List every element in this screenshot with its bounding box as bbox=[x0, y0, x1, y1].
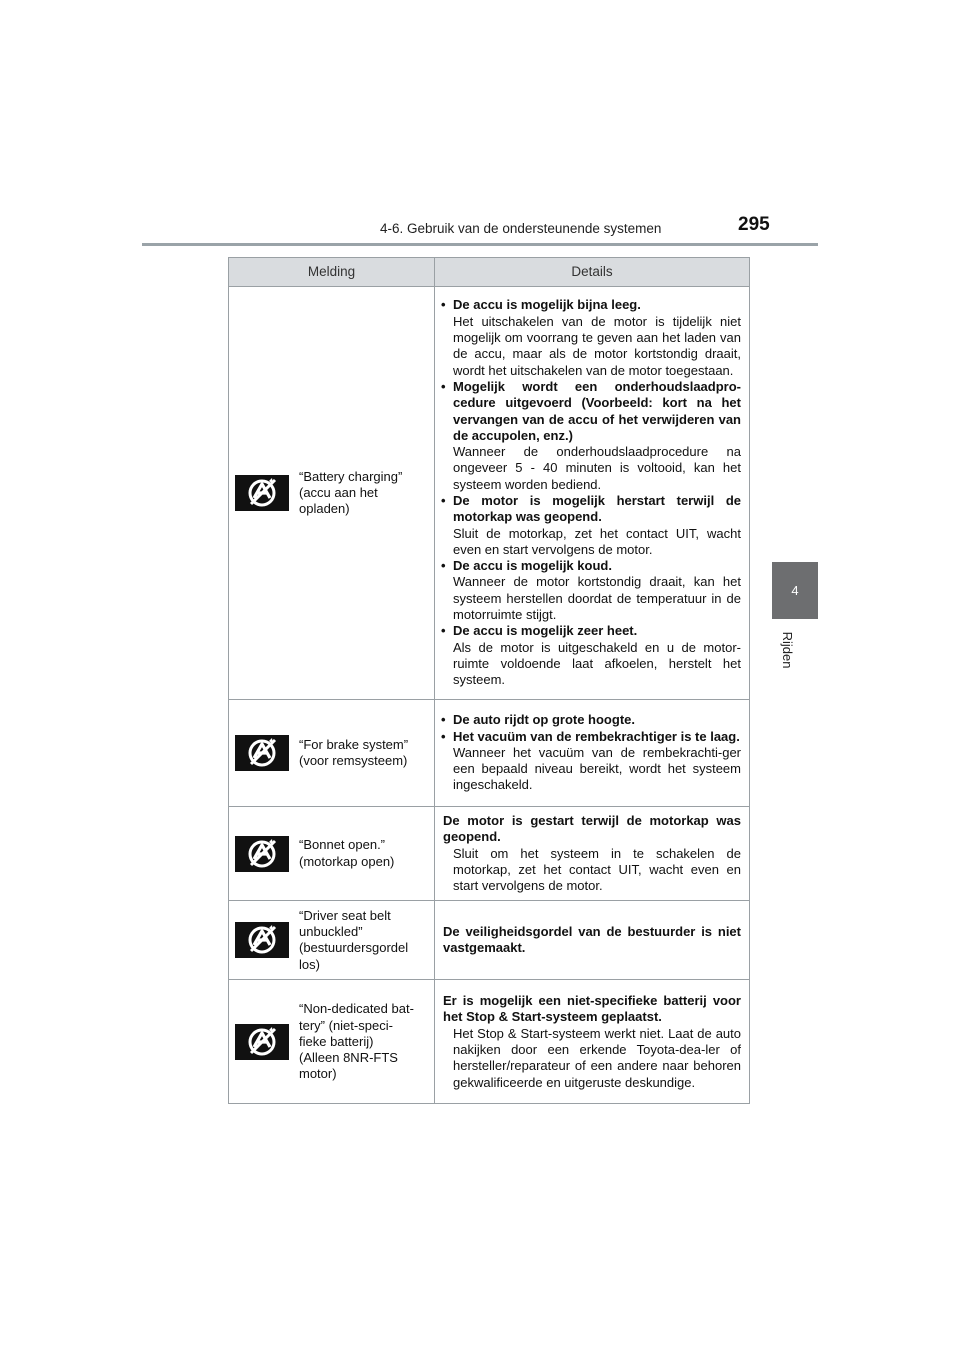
detail-heading: Er is mogelijk een niet-specifieke batterij voor het Stop & Start-systeem geplaatst. bbox=[443, 993, 741, 1025]
chapter-number: 4 bbox=[791, 583, 799, 598]
melding-line: “For brake system” bbox=[299, 736, 409, 752]
detail-item bbox=[453, 558, 741, 623]
detail-heading: • Mogelijk wordt een onderhoudslaadpro-cedure uitgevoerd (Voorbeeld: kort na het vervangen van de accu of het verwijderen van de accupolen, enz.) bbox=[453, 378, 741, 443]
melding-cell bbox=[229, 901, 435, 980]
message-table bbox=[228, 257, 750, 1104]
stop-start-off-icon bbox=[235, 475, 289, 511]
melding-line: fieke batterij) bbox=[299, 1033, 374, 1049]
detail-heading: De veiligheidsgordel van de bestuurder is niet vastgemaakt. bbox=[443, 924, 741, 956]
melding-line: “Battery charging” bbox=[299, 468, 403, 484]
chapter-tab[interactable] bbox=[772, 562, 818, 619]
melding-text bbox=[299, 1001, 414, 1082]
melding-text bbox=[299, 908, 408, 973]
detail-item bbox=[453, 729, 741, 794]
detail-item bbox=[453, 712, 741, 728]
stop-start-off-icon-graphic bbox=[239, 737, 285, 769]
detail-text: Het uitschakelen van de motor is tijdelijk niet mogelijk om voorrang te geven aan het laden van de accu, maar als de motor kortstondig draait, wordt het uitschakelen van de motor toegestaan. bbox=[453, 313, 741, 378]
column-header-melding: Melding bbox=[229, 258, 435, 287]
detail-list bbox=[453, 297, 741, 688]
detail-text: Sluit om het systeem in te schakelen de motorkap, zet het contact UIT, wacht even en start vervolgens de motor. bbox=[453, 845, 741, 894]
melding-line: “Bonnet open.” bbox=[299, 837, 386, 853]
details-cell bbox=[435, 901, 750, 980]
melding-line: (bestuurdersgordel bbox=[299, 940, 409, 956]
melding-cell bbox=[229, 700, 435, 807]
melding-line: los) bbox=[299, 956, 320, 972]
melding-line: (voor remsysteem) bbox=[299, 753, 408, 768]
table-header-row bbox=[229, 258, 750, 287]
stop-start-off-icon bbox=[235, 735, 289, 771]
detail-heading: • De accu is mogelijk zeer heet. bbox=[453, 623, 638, 639]
stop-start-off-icon bbox=[235, 1024, 289, 1060]
detail-heading: De motor is gestart terwijl de motorkap was geopend. bbox=[443, 813, 741, 845]
table-row bbox=[229, 287, 750, 700]
chapter-label: Rijden bbox=[780, 631, 795, 669]
detail-list bbox=[453, 712, 741, 793]
stop-start-off-icon-graphic bbox=[239, 1026, 285, 1058]
table-row bbox=[229, 807, 750, 901]
melding-cell bbox=[229, 287, 435, 700]
table-row bbox=[229, 700, 750, 807]
melding-line: (motorkap open) bbox=[299, 853, 395, 869]
detail-heading: • De auto rijdt op grote hoogte. bbox=[453, 712, 635, 728]
melding-line: “Driver seat belt bbox=[299, 907, 391, 923]
melding-line: opladen) bbox=[299, 501, 350, 517]
stop-start-off-icon-graphic bbox=[239, 924, 285, 956]
detail-heading: • De accu is mogelijk bijna leeg. bbox=[453, 297, 641, 313]
melding-line: (Alleen 8NR-FTS bbox=[299, 1050, 398, 1066]
detail-item bbox=[453, 379, 741, 493]
detail-text: Wanneer de motor kortstondig draait, kan het systeem herstellen doordat de temperatuur in de motorruimte stijgt. bbox=[453, 574, 741, 623]
detail-heading: • De accu is mogelijk koud. bbox=[453, 558, 612, 574]
stop-start-off-icon-graphic bbox=[239, 838, 285, 870]
details-cell bbox=[435, 287, 750, 700]
detail-item bbox=[453, 493, 741, 558]
detail-text: Als de motor is uitgeschakeld en u de motor-ruimte voldoende laat afkoelen, herstelt het systeem. bbox=[453, 639, 741, 688]
melding-cell bbox=[229, 980, 435, 1104]
stop-start-off-icon bbox=[235, 922, 289, 958]
page-number: 295 bbox=[738, 214, 770, 235]
melding-text bbox=[299, 837, 394, 870]
column-header-details: Details bbox=[435, 258, 750, 287]
details-cell bbox=[435, 700, 750, 807]
detail-heading: • De motor is mogelijk herstart terwijl de motorkap was geopend. bbox=[453, 493, 741, 525]
detail-text: Wanneer de onderhoudslaadprocedure na ongeveer 5 - 40 minuten is voltooid, kan het systeem worden bediend. bbox=[453, 444, 741, 492]
table-row bbox=[229, 980, 750, 1104]
melding-cell bbox=[229, 807, 435, 901]
detail-item bbox=[453, 297, 741, 378]
header-divider bbox=[142, 243, 818, 246]
table-row bbox=[229, 901, 750, 980]
melding-text bbox=[299, 737, 408, 770]
melding-line: (accu aan het bbox=[299, 484, 378, 500]
melding-line: tery” (niet-speci- bbox=[299, 1017, 393, 1033]
section-title: 4-6. Gebruik van de ondersteunende systemen bbox=[380, 221, 662, 236]
details-cell bbox=[435, 807, 750, 901]
melding-line: unbuckled” bbox=[299, 924, 363, 940]
detail-heading: • Het vacuüm van de rembekrachtiger is te laag. bbox=[453, 728, 740, 744]
melding-text bbox=[299, 469, 402, 518]
melding-line: motor) bbox=[299, 1066, 337, 1082]
detail-text: Het Stop & Start-systeem werkt niet. Laat de auto nakijken door een erkende Toyota-dea-ler of hersteller/reparateur of een andere naar behoren gekwalificeerde en uitgeruste deskundige. bbox=[453, 1025, 741, 1090]
detail-text: Wanneer het vacuüm van de rembekrachti-ger een bepaald niveau bereikt, wordt het systeem ingeschakeld. bbox=[453, 744, 741, 793]
detail-item bbox=[453, 623, 741, 688]
details-cell bbox=[435, 980, 750, 1104]
stop-start-off-icon-graphic bbox=[239, 477, 285, 509]
detail-text: Sluit de motorkap, zet het contact UIT, wacht even en start vervolgens de motor. bbox=[453, 525, 741, 557]
stop-start-off-icon bbox=[235, 836, 289, 872]
melding-line: “Non-dedicated bat- bbox=[299, 1001, 414, 1017]
